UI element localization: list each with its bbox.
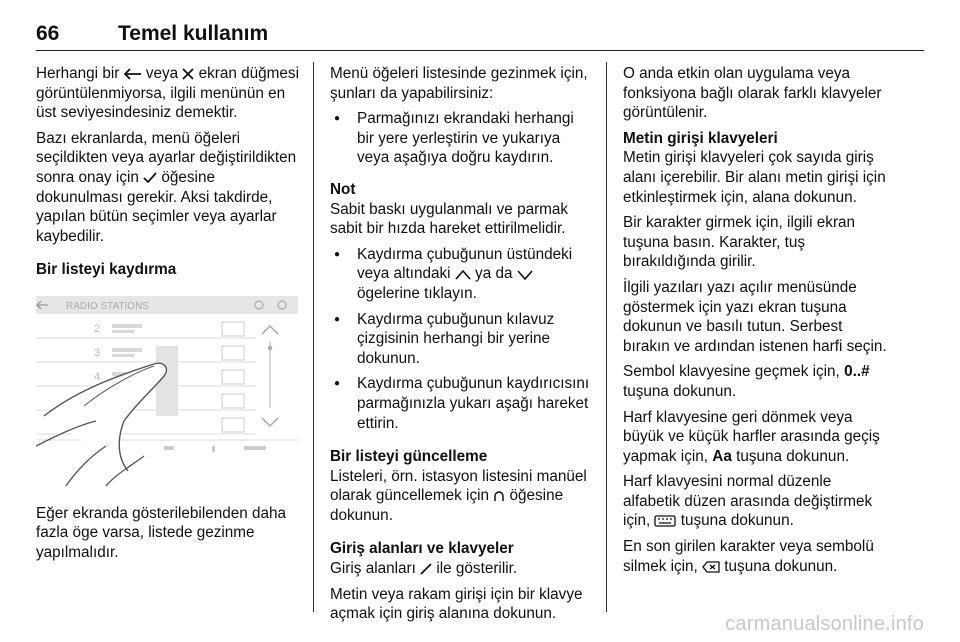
section-heading: Giriş alanları ve klavyeler [330, 540, 514, 558]
scroll-list-illustration [36, 296, 298, 486]
list-row-number: 3 [94, 346, 101, 359]
backspace-icon [702, 561, 720, 573]
refresh-icon [493, 490, 505, 502]
column-divider-2 [606, 62, 607, 612]
bullet-item: ● Kaydırma çubuğunun kılavuz çizgisinin herhangi bir yerine dokunun. [330, 310, 592, 369]
page-number: 66 [36, 22, 60, 45]
column-2 [330, 64, 592, 630]
column-divider-1 [313, 62, 314, 612]
bullet-item: ● Kaydırma çubuğunun üstündeki veya altındaki ya da ögelerine tıklayın. [330, 245, 592, 304]
paragraph: Eğer ekranda gösterilebilenden daha fazla öge varsa, listede gezinme yapılmalıdır. [36, 504, 287, 561]
key-label: Aa [712, 447, 732, 465]
note-title: Not [330, 180, 356, 198]
paragraph: O anda etkin olan uygulama veya fonksiyona bağlı olarak farklı klavyeler görüntülenir. [623, 65, 882, 122]
back-arrow-icon [124, 68, 142, 80]
paragraph: Bazı ekranlarda, menü öğeleri seçildikten veya ayarlar değiştirildikten sonra onay için öğesine dokunulması gerekir. Aksi takdirde, yapılan bütün seçimler veya ayarlar kaybedilir. [36, 129, 297, 245]
paragraph: Metin girişi klavyeleri çok sayıda giriş alanı içerebilir. Bir alanı metin girişi için etkinleştirmek için, alana dokunun. [623, 149, 886, 206]
key-label: 0..# [844, 363, 870, 381]
header-rule [36, 50, 924, 51]
paragraph: İlgili yazıları yazı açılır menüsünde göstermek için yazı ekran tuşuna dokunun ve basılı tutun. Serbest bırakın ve ardından istenen harfi seçin. [623, 278, 887, 355]
close-x-icon [182, 68, 194, 80]
section-heading: Bir listeyi güncelleme [330, 448, 488, 466]
section-heading: Metin girişi klavyeleri [623, 129, 778, 147]
list-row-number: 2 [94, 322, 101, 335]
note-text: Sabit baskı uygulanmalı ve parmak sabit bir hızda hareket ettirilmelidir. [330, 200, 569, 238]
chevron-down-icon [517, 270, 533, 280]
column-3 [623, 64, 889, 582]
chevron-up-icon [455, 270, 471, 280]
paragraph: Giriş alanları ile gösterilir. [330, 560, 518, 578]
checkmark-icon [143, 172, 157, 184]
paragraph: Harf klavyesine geri dönmek veya büyük ve küçük harfler arasında geçiş yapmak için, Aa tuşuna dokunun. [623, 408, 880, 465]
bullet-item: ● Parmağınızı ekrandaki herhangi bir yere yerleştirin ve yukarıya veya aşağıya doğru kaydırın. [330, 109, 592, 168]
pencil-icon [420, 563, 432, 575]
section-heading: Bir listeyi kaydırma [36, 261, 177, 279]
paragraph: Harf klavyesini normal düzenle alfabetik düzen arasında değiştirmek için, tuşuna dokunun. [623, 473, 873, 530]
paragraph: Sembol klavyesine geçmek için, 0..# tuşuna dokunun. [623, 363, 870, 400]
keyboard-icon [654, 515, 676, 527]
list-row-number: 4 [94, 370, 101, 383]
page-title: Temel kullanım [118, 22, 269, 45]
paragraph: Menü öğeleri listesinde gezinmek için, şunları da yapabilirsiniz: [330, 65, 588, 102]
watermark: carmanualsonline.info [725, 613, 924, 635]
paragraph: Metin veya rakam girişi için bir klavye açmak için giriş alanına dokunun. [330, 585, 583, 623]
bullet-item: ● Kaydırma çubuğunun kaydırıcısını parmağınızla yukarı aşağı hareket ettirin. [330, 374, 592, 433]
page-header [36, 22, 268, 46]
paragraph: Herhangi bir veya ekran düğmesi görüntülenmiyorsa, ilgili menünün en üst seviyesindesiniz demektir. [36, 65, 299, 122]
paragraph: Bir karakter girmek için, ilgili ekran tuşuna basın. Karakter, tuş bırakıldığında girilir. [623, 214, 856, 271]
column-1 [36, 64, 302, 568]
screen-title: RADIO STATIONS [66, 300, 149, 312]
paragraph: Listeleri, örn. istasyon listesini manüel olarak güncellemek için öğesine dokunun. [330, 467, 587, 524]
paragraph: En son girilen karakter veya sembolü silmek için, tuşuna dokunun. [623, 538, 874, 575]
